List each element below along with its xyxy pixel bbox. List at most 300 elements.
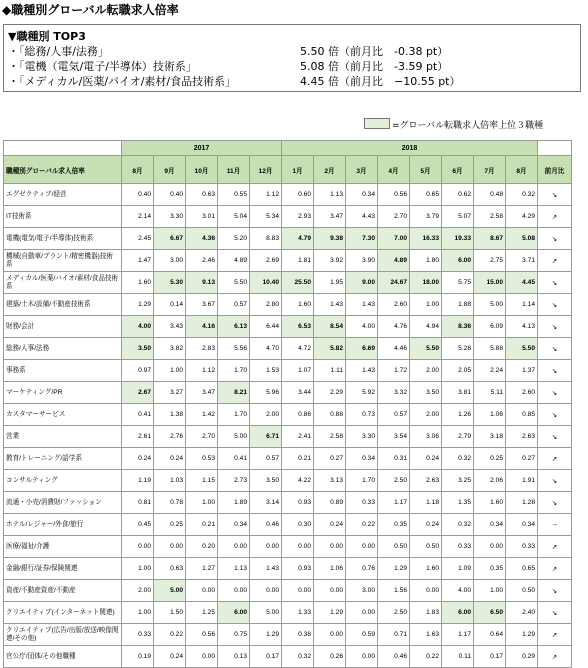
- ratio-cell: 1.72: [378, 360, 410, 382]
- ratio-cell: 0.97: [122, 360, 154, 382]
- ratio-cell: 1.28: [506, 492, 538, 514]
- ratio-cell: 1.13: [314, 184, 346, 206]
- ratio-cell: 0.30: [282, 514, 314, 536]
- table-row: [4, 492, 572, 514]
- ratio-cell: 1.29: [122, 294, 154, 316]
- ratio-cell: 3.18: [474, 426, 506, 448]
- trend-arrow-icon: ↗: [538, 624, 572, 646]
- ratio-cell: 0.46: [378, 646, 410, 668]
- ratio-cell: 0.00: [154, 536, 186, 558]
- ratio-cell-top3: 6.13: [218, 316, 250, 338]
- legend: [364, 118, 543, 131]
- ratio-cell: 1.19: [122, 470, 154, 492]
- ratio-cell: 1.60: [122, 272, 154, 294]
- month-header: 11月: [218, 156, 250, 184]
- ratio-cell: 0.48: [474, 184, 506, 206]
- ratio-cell: 0.32: [282, 646, 314, 668]
- ratio-cell: 0.60: [282, 184, 314, 206]
- ratio-cell: 0.00: [186, 646, 218, 668]
- row-category: メディカル/医薬/バイオ/素材/食品技術系: [4, 272, 122, 294]
- table-row: [4, 206, 572, 228]
- ratio-cell: 0.64: [474, 624, 506, 646]
- ratio-cell: 4.00: [346, 316, 378, 338]
- ratio-cell: 0.75: [218, 624, 250, 646]
- ratio-cell: 0.57: [250, 448, 282, 470]
- ratio-cell-top3: 9.38: [314, 228, 346, 250]
- ratio-cell-top3: 5.82: [314, 338, 346, 360]
- table-row: [4, 580, 572, 602]
- ratio-cell: 3.81: [442, 382, 474, 404]
- month-header: 2月: [314, 156, 346, 184]
- table-row: [4, 536, 572, 558]
- ratio-cell: 5.07: [442, 206, 474, 228]
- ratio-cell: 1.42: [186, 404, 218, 426]
- table-row: [4, 602, 572, 624]
- ratio-cell: 2.00: [122, 580, 154, 602]
- ratio-cell: 3.30: [346, 426, 378, 448]
- ratio-cell: 0.53: [186, 448, 218, 470]
- table-row: [4, 426, 572, 448]
- ratio-cell: 1.03: [154, 470, 186, 492]
- ratio-cell: 2.50: [378, 470, 410, 492]
- ratio-cell: 1.53: [250, 360, 282, 382]
- ratio-cell: 2.60: [378, 294, 410, 316]
- top3-item-label: ・「電機（電気/電子/半導体）技術系」: [8, 60, 197, 73]
- ratio-cell: 0.33: [122, 624, 154, 646]
- ratio-cell: 4.94: [410, 316, 442, 338]
- ratio-cell: 5.28: [442, 338, 474, 360]
- ratio-cell: 0.41: [218, 448, 250, 470]
- ratio-cell: 0.29: [506, 646, 538, 668]
- ratio-cell: 0.00: [314, 580, 346, 602]
- row-category: 金融/銀行/証券/保険関連: [4, 558, 122, 580]
- ratio-cell: 0.17: [250, 646, 282, 668]
- ratio-cell: 1.06: [314, 558, 346, 580]
- ratio-cell: 3.50: [410, 382, 442, 404]
- ratio-cell-top3: 10.40: [250, 272, 282, 294]
- ratio-cell: 0.24: [314, 514, 346, 536]
- ratio-cell: 0.00: [346, 602, 378, 624]
- ratio-cell: 3.25: [442, 470, 474, 492]
- ratio-cell: 2.46: [186, 250, 218, 272]
- trend-arrow-icon: ↘: [538, 602, 572, 624]
- ratio-cell: 2.41: [282, 426, 314, 448]
- ratio-cell-top3: 24.67: [378, 272, 410, 294]
- ratio-cell: 3.00: [154, 250, 186, 272]
- ratio-cell: 0.50: [410, 536, 442, 558]
- ratio-cell: 2.05: [442, 360, 474, 382]
- ratio-cell: 4.22: [282, 470, 314, 492]
- ratio-cell: 0.00: [410, 580, 442, 602]
- ratio-cell: 3.13: [314, 470, 346, 492]
- ratio-cell-top3: 9.00: [346, 272, 378, 294]
- trend-arrow-icon: ↘: [538, 492, 572, 514]
- top3-item-value: 5.50 倍（前月比 -0.38 pt）: [300, 45, 449, 58]
- ratio-cell: 2.63: [506, 426, 538, 448]
- ratio-cell: 2.24: [474, 360, 506, 382]
- ratio-cell: 0.57: [218, 294, 250, 316]
- ratio-cell: 1.37: [506, 360, 538, 382]
- month-header: 3月: [346, 156, 378, 184]
- ratio-cell: 5.50: [218, 272, 250, 294]
- ratio-cell: 5.92: [346, 382, 378, 404]
- job-ratio-table: [3, 140, 572, 668]
- month-header: 5月: [410, 156, 442, 184]
- ratio-cell: 3.90: [346, 250, 378, 272]
- year-2017-header: 2017: [122, 141, 282, 156]
- ratio-cell: 3.14: [250, 492, 282, 514]
- top3-summary-box: [3, 24, 581, 92]
- ratio-cell: 0.85: [506, 404, 538, 426]
- ratio-cell: 3.92: [314, 250, 346, 272]
- ratio-cell: 5.20: [218, 228, 250, 250]
- ratio-cell: 4.72: [282, 338, 314, 360]
- table-row: [4, 228, 572, 250]
- ratio-cell: 6.09: [474, 316, 506, 338]
- ratio-cell: 1.33: [282, 602, 314, 624]
- ratio-cell: 1.50: [154, 602, 186, 624]
- ratio-cell: 0.33: [506, 536, 538, 558]
- ratio-cell: 0.46: [250, 514, 282, 536]
- ratio-cell: 1.13: [218, 558, 250, 580]
- ratio-cell: 5.00: [250, 602, 282, 624]
- table-row: [4, 646, 572, 668]
- ratio-cell-top3: 4.45: [506, 272, 538, 294]
- ratio-cell: 0.22: [410, 646, 442, 668]
- table-row: [4, 250, 572, 272]
- ratio-cell: 2.00: [410, 360, 442, 382]
- month-header: 1月: [282, 156, 314, 184]
- ratio-cell: 0.93: [282, 492, 314, 514]
- ratio-cell: 8.83: [250, 228, 282, 250]
- trend-arrow-icon: ↘: [538, 316, 572, 338]
- ratio-cell-top3: 6.50: [474, 602, 506, 624]
- ratio-cell: 0.31: [378, 448, 410, 470]
- ratio-cell: 3.01: [186, 206, 218, 228]
- ratio-cell: 1.17: [378, 492, 410, 514]
- ratio-cell: 0.21: [186, 514, 218, 536]
- ratio-cell: 0.34: [474, 514, 506, 536]
- ratio-cell: 3.67: [186, 294, 218, 316]
- row-category: 官公庁/団体/その他職種: [4, 646, 122, 668]
- ratio-cell: 0.24: [122, 448, 154, 470]
- ratio-cell: 0.63: [186, 184, 218, 206]
- ratio-cell: 0.00: [346, 536, 378, 558]
- ratio-cell: 0.34: [346, 448, 378, 470]
- ratio-cell: 0.00: [122, 536, 154, 558]
- ratio-cell: 0.65: [410, 184, 442, 206]
- ratio-cell: 1.17: [442, 624, 474, 646]
- ratio-cell: 1.38: [154, 404, 186, 426]
- ratio-cell: 1.43: [346, 294, 378, 316]
- table-row: [4, 360, 572, 382]
- ratio-cell: 2.50: [378, 602, 410, 624]
- table-row: [4, 404, 572, 426]
- ratio-cell: 0.81: [122, 492, 154, 514]
- ratio-cell-top3: 8.36: [442, 316, 474, 338]
- row-category: カスタマーサービス: [4, 404, 122, 426]
- row-category: 医療/福祉/介護: [4, 536, 122, 558]
- ratio-cell: 2.75: [474, 250, 506, 272]
- ratio-cell: 0.50: [378, 536, 410, 558]
- row-category: ホテル/レジャー/外食/旅行: [4, 514, 122, 536]
- ratio-cell: 3.43: [154, 316, 186, 338]
- ratio-cell: 1.00: [410, 294, 442, 316]
- trend-arrow-icon: ↘: [538, 360, 572, 382]
- ratio-cell: 5.00: [218, 426, 250, 448]
- table-row: [4, 448, 572, 470]
- table-row: [4, 514, 572, 536]
- category-header: 職種別グローバル求人倍率: [4, 156, 122, 184]
- ratio-cell-top3: 16.33: [410, 228, 442, 250]
- ratio-cell: 2.79: [442, 426, 474, 448]
- ratio-cell: 3.27: [154, 382, 186, 404]
- ratio-cell: 3.44: [282, 382, 314, 404]
- ratio-cell: 0.19: [122, 646, 154, 668]
- ratio-cell: 2.60: [506, 382, 538, 404]
- ratio-cell: 1.63: [410, 624, 442, 646]
- ratio-cell: 1.91: [506, 470, 538, 492]
- ratio-cell: 0.32: [442, 514, 474, 536]
- month-header: 8月: [506, 156, 538, 184]
- ratio-cell: 2.45: [122, 228, 154, 250]
- ratio-cell: 1.81: [282, 250, 314, 272]
- ratio-cell: 0.00: [218, 536, 250, 558]
- ratio-cell: 4.00: [442, 580, 474, 602]
- table-row: [4, 294, 572, 316]
- trend-arrow-icon: ↗: [538, 250, 572, 272]
- ratio-cell: 1.29: [506, 624, 538, 646]
- ratio-cell: 0.73: [346, 404, 378, 426]
- ratio-cell-top3: 25.50: [282, 272, 314, 294]
- ratio-cell: 0.32: [442, 448, 474, 470]
- row-category: 建築/土木/設備/不動産技術系: [4, 294, 122, 316]
- ratio-cell: 0.00: [282, 536, 314, 558]
- ratio-cell: 2.00: [410, 404, 442, 426]
- ratio-cell: 1.70: [346, 470, 378, 492]
- ratio-cell: 1.00: [122, 558, 154, 580]
- ratio-cell: 5.75: [442, 272, 474, 294]
- ratio-cell: 5.34: [250, 206, 282, 228]
- top3-item-value: 4.45 倍（前月比 −10.55 pt）: [300, 75, 461, 88]
- ratio-cell: 0.78: [154, 492, 186, 514]
- ratio-cell: 1.09: [442, 558, 474, 580]
- month-header: 8月: [122, 156, 154, 184]
- ratio-cell-top3: 9.13: [186, 272, 218, 294]
- row-category: 事務系: [4, 360, 122, 382]
- ratio-cell: 0.55: [218, 184, 250, 206]
- ratio-cell: 0.24: [410, 448, 442, 470]
- ratio-cell: 0.00: [186, 580, 218, 602]
- ratio-cell: 1.15: [186, 470, 218, 492]
- ratio-cell: 0.00: [346, 646, 378, 668]
- ratio-cell: 2.06: [474, 470, 506, 492]
- ratio-cell: 2.76: [154, 426, 186, 448]
- trend-arrow-icon: ↘: [538, 580, 572, 602]
- ratio-cell: 3.82: [154, 338, 186, 360]
- table-row: [4, 316, 572, 338]
- ratio-cell: 0.24: [154, 646, 186, 668]
- ratio-cell: 1.83: [410, 602, 442, 624]
- row-category: クリエイティブ(広告/出版/放送/映像関連/その他): [4, 624, 122, 646]
- ratio-cell: 0.11: [442, 646, 474, 668]
- month-header: 9月: [154, 156, 186, 184]
- ratio-cell: 1.29: [378, 558, 410, 580]
- ratio-cell: 0.63: [154, 558, 186, 580]
- table-row: [4, 338, 572, 360]
- ratio-cell: 1.12: [186, 360, 218, 382]
- row-category: IT技術系: [4, 206, 122, 228]
- ratio-cell: 5.00: [474, 294, 506, 316]
- top3-item: [8, 59, 578, 75]
- ratio-cell-top3: 4.36: [186, 228, 218, 250]
- ratio-cell: 2.58: [314, 426, 346, 448]
- month-header: 7月: [474, 156, 506, 184]
- ratio-cell-top3: 19.33: [442, 228, 474, 250]
- ratio-cell: 1.25: [186, 602, 218, 624]
- ratio-cell: 0.86: [282, 404, 314, 426]
- top3-item: [8, 74, 578, 90]
- ratio-cell: 0.89: [314, 492, 346, 514]
- ratio-cell: 4.43: [346, 206, 378, 228]
- ratio-cell: 1.95: [314, 272, 346, 294]
- ratio-cell: 0.13: [218, 646, 250, 668]
- table-row: [4, 470, 572, 492]
- ratio-cell: 1.00: [474, 580, 506, 602]
- ratio-cell: 1.29: [250, 624, 282, 646]
- ratio-cell-top3: 8.21: [218, 382, 250, 404]
- ratio-cell: 5.11: [474, 382, 506, 404]
- ratio-cell: 3.50: [250, 470, 282, 492]
- row-category: 資産/不動産資産/不動産: [4, 580, 122, 602]
- ratio-cell: 0.25: [154, 514, 186, 536]
- ratio-cell: 2.58: [474, 206, 506, 228]
- ratio-cell: 3.71: [506, 250, 538, 272]
- ratio-cell-top3: 8.54: [314, 316, 346, 338]
- table-row: [4, 624, 572, 646]
- row-category: エグゼクティブ/経営: [4, 184, 122, 206]
- ratio-cell: 0.40: [122, 184, 154, 206]
- trend-arrow-icon: ↗: [538, 448, 572, 470]
- ratio-cell: 1.70: [218, 360, 250, 382]
- ratio-cell: 1.00: [186, 492, 218, 514]
- row-category: コンサルティング: [4, 470, 122, 492]
- ratio-cell: 0.26: [314, 646, 346, 668]
- ratio-cell: 2.80: [250, 294, 282, 316]
- row-category: 流通・小売/消費財/ファッション: [4, 492, 122, 514]
- ratio-cell-top3: 6.69: [346, 338, 378, 360]
- trend-header: 前月比: [538, 156, 572, 184]
- ratio-cell: 1.89: [218, 492, 250, 514]
- ratio-cell: 0.35: [474, 558, 506, 580]
- ratio-cell-top3: 7.30: [346, 228, 378, 250]
- ratio-cell: 2.40: [506, 602, 538, 624]
- ratio-cell: 0.76: [346, 558, 378, 580]
- trend-arrow-icon: ↘: [538, 272, 572, 294]
- month-header: 12月: [250, 156, 282, 184]
- ratio-cell-top3: 6.67: [154, 228, 186, 250]
- ratio-cell: 1.88: [442, 294, 474, 316]
- ratio-cell: 0.88: [314, 404, 346, 426]
- ratio-cell: 4.13: [506, 316, 538, 338]
- ratio-cell: 5.04: [218, 206, 250, 228]
- ratio-cell: 0.27: [506, 448, 538, 470]
- ratio-cell: 4.89: [218, 250, 250, 272]
- ratio-cell: 0.00: [250, 580, 282, 602]
- ratio-cell: 0.93: [282, 558, 314, 580]
- row-category: 電機(電気/電子/半導体)技術系: [4, 228, 122, 250]
- ratio-cell-top3: 8.67: [474, 228, 506, 250]
- top3-item-label: ・「総務/人事/法務」: [8, 45, 109, 58]
- ratio-cell: 5.96: [250, 382, 282, 404]
- ratio-cell: 2.70: [186, 426, 218, 448]
- ratio-cell: 1.29: [314, 602, 346, 624]
- ratio-cell: 0.45: [122, 514, 154, 536]
- ratio-cell: 3.30: [154, 206, 186, 228]
- ratio-cell: 3.54: [378, 426, 410, 448]
- ratio-cell: 5.56: [218, 338, 250, 360]
- table-row: [4, 272, 572, 294]
- ratio-cell: 2.29: [314, 382, 346, 404]
- ratio-cell: 0.38: [282, 624, 314, 646]
- ratio-cell: 1.80: [410, 250, 442, 272]
- ratio-cell: 0.14: [154, 294, 186, 316]
- ratio-cell: 0.25: [474, 448, 506, 470]
- table-row: [4, 558, 572, 580]
- ratio-cell: 0.00: [314, 624, 346, 646]
- ratio-cell: 0.24: [410, 514, 442, 536]
- ratio-cell: 1.47: [122, 250, 154, 272]
- ratio-cell: 3.06: [410, 426, 442, 448]
- ratio-cell: 0.00: [314, 536, 346, 558]
- row-category: 教育/トレーニング/語学系: [4, 448, 122, 470]
- ratio-cell: 0.50: [506, 580, 538, 602]
- ratio-cell-top3: 6.00: [218, 602, 250, 624]
- ratio-cell: 2.00: [250, 404, 282, 426]
- row-category: 機械(自動車/プラント/精密機器)技術系: [4, 250, 122, 272]
- ratio-cell: 3.00: [346, 580, 378, 602]
- ratio-cell: 0.56: [378, 184, 410, 206]
- top3-item: [8, 44, 578, 60]
- ratio-cell: 0.65: [506, 558, 538, 580]
- ratio-cell: 5.88: [474, 338, 506, 360]
- ratio-cell: 1.14: [506, 294, 538, 316]
- ratio-cell: 2.93: [282, 206, 314, 228]
- ratio-cell-top3: 5.00: [154, 580, 186, 602]
- ratio-cell: 4.29: [506, 206, 538, 228]
- row-category: マーケティング/PR: [4, 382, 122, 404]
- ratio-cell: 1.26: [442, 404, 474, 426]
- trend-arrow-icon: ↘: [538, 294, 572, 316]
- ratio-cell: 0.41: [122, 404, 154, 426]
- ratio-cell-top3: 5.30: [154, 272, 186, 294]
- ratio-cell-top3: 4.16: [186, 316, 218, 338]
- table-row: [4, 184, 572, 206]
- trend-arrow-icon: ↗: [538, 558, 572, 580]
- ratio-cell: 4.76: [378, 316, 410, 338]
- ratio-cell: 3.47: [186, 382, 218, 404]
- ratio-cell: 2.73: [218, 470, 250, 492]
- month-header: 4月: [378, 156, 410, 184]
- ratio-cell: 0.24: [154, 448, 186, 470]
- ratio-cell: 0.40: [154, 184, 186, 206]
- ratio-cell: 0.22: [154, 624, 186, 646]
- month-header: 6月: [442, 156, 474, 184]
- ratio-cell: 1.43: [250, 558, 282, 580]
- ratio-cell: 0.00: [250, 536, 282, 558]
- row-category: 財務/会計: [4, 316, 122, 338]
- ratio-cell: 1.00: [122, 602, 154, 624]
